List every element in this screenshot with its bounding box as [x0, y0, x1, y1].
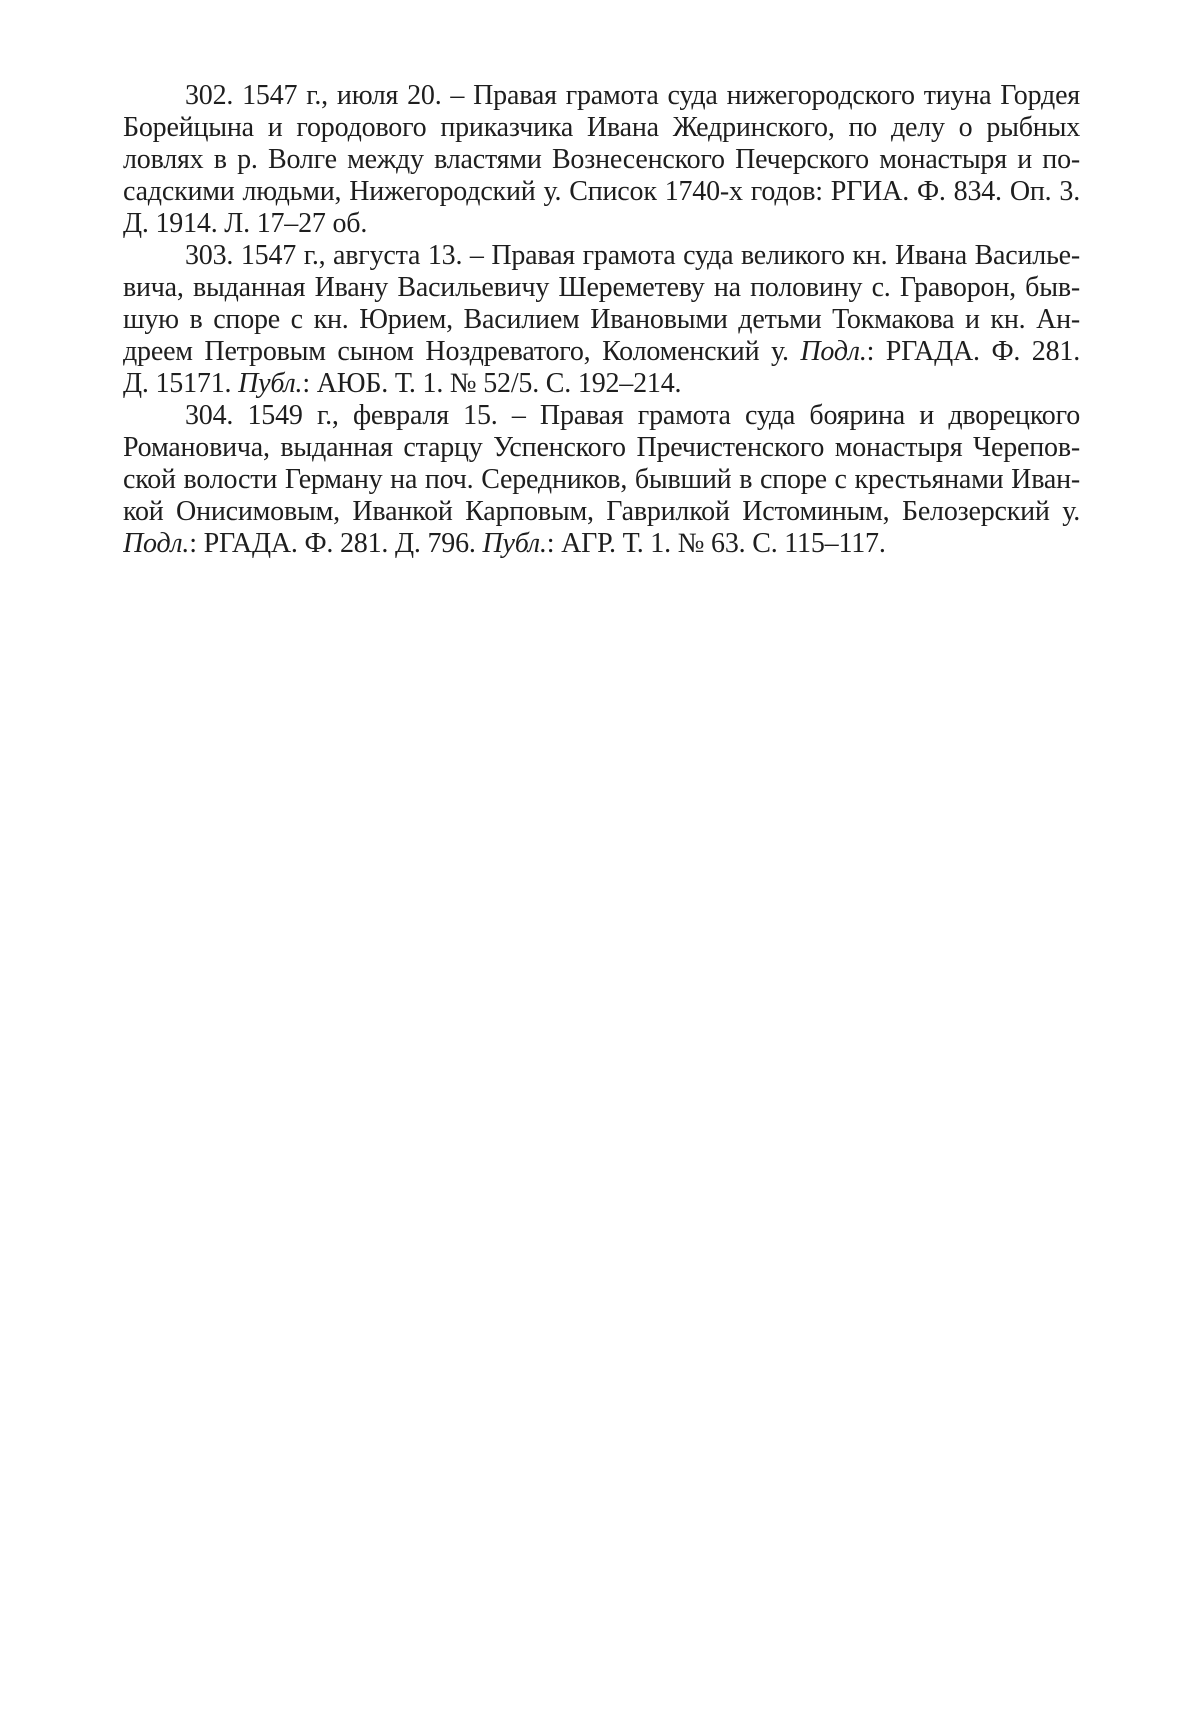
- text-segment: 304. 1549 г., февраля 15. – Правая грамота суда боярина и дворецкого: [185, 400, 1080, 431]
- text-segment: Романовича, выданная старцу Успенского Пречистенского монастыря Черепов-: [123, 432, 1080, 463]
- text-line: [123, 368, 1080, 400]
- text-line: [123, 336, 1080, 368]
- text-segment: 302. 1547 г., июля 20. – Правая грамота суда нижегородского тиуна Гордея: [185, 80, 1080, 111]
- entry-303: [123, 240, 1080, 400]
- text-segment: : АЮБ. Т. 1. № 52/5. С. 192–214.: [302, 368, 682, 399]
- text-segment: ловлях в р. Волге между властями Вознесенского Печерского монастыря и по-: [123, 144, 1080, 175]
- text-line: [123, 400, 1080, 432]
- text-line: [123, 112, 1080, 144]
- italic-abbreviation: Публ.: [238, 368, 303, 399]
- italic-abbreviation: Публ.: [482, 528, 547, 559]
- text-segment: кой Онисимовым, Иванкой Карповым, Гаврилкой Истоминым, Белозерский у.: [123, 496, 1080, 527]
- text-segment: вича, выданная Ивану Васильевичу Шереметеву на половину с. Граворон, быв-: [123, 272, 1080, 303]
- text-segment: дреем Петровым сыном Ноздреватого, Коломенский у.: [123, 336, 801, 367]
- text-line: [123, 176, 1080, 208]
- text-segment: Д. 15171.: [123, 368, 239, 399]
- text-segment: : АГР. Т. 1. № 63. С. 115–117.: [546, 528, 886, 559]
- entry-302: [123, 80, 1080, 240]
- text-segment: : РГАДА. Ф. 281.: [866, 336, 1080, 367]
- text-segment: 303. 1547 г., августа 13. – Правая грамота суда великого кн. Ивана Василье-: [185, 240, 1080, 271]
- text-line: [123, 272, 1080, 304]
- entries-list: [123, 80, 1080, 560]
- text-line: [123, 432, 1080, 464]
- text-segment: ской волости Герману на поч. Середников, бывший в споре с крестьянами Иван-: [123, 464, 1080, 495]
- text-line: [123, 304, 1080, 336]
- text-segment: Борейцына и городового приказчика Ивана Жедринского, по делу о рыбных: [123, 112, 1080, 143]
- text-line: [123, 144, 1080, 176]
- text-line: [123, 528, 1080, 560]
- italic-abbreviation: Подл.: [800, 336, 867, 367]
- text-segment: Д. 1914. Л. 17–27 об.: [123, 208, 368, 239]
- text-segment: шую в споре с кн. Юрием, Василием Ивановыми детьми Токмакова и кн. Ан-: [123, 304, 1080, 335]
- text-segment: садскими людьми, Нижегородский у. Список 1740-х годов: РГИА. Ф. 834. Оп. 3.: [123, 176, 1080, 207]
- text-line: [123, 80, 1080, 112]
- text-line: [123, 496, 1080, 528]
- text-block: [123, 80, 1080, 560]
- italic-abbreviation: Подл.: [123, 528, 190, 559]
- text-line: [123, 240, 1080, 272]
- text-line: [123, 464, 1080, 496]
- text-segment: : РГАДА. Ф. 281. Д. 796.: [189, 528, 483, 559]
- entry-304: [123, 400, 1080, 560]
- text-line: [123, 208, 1080, 240]
